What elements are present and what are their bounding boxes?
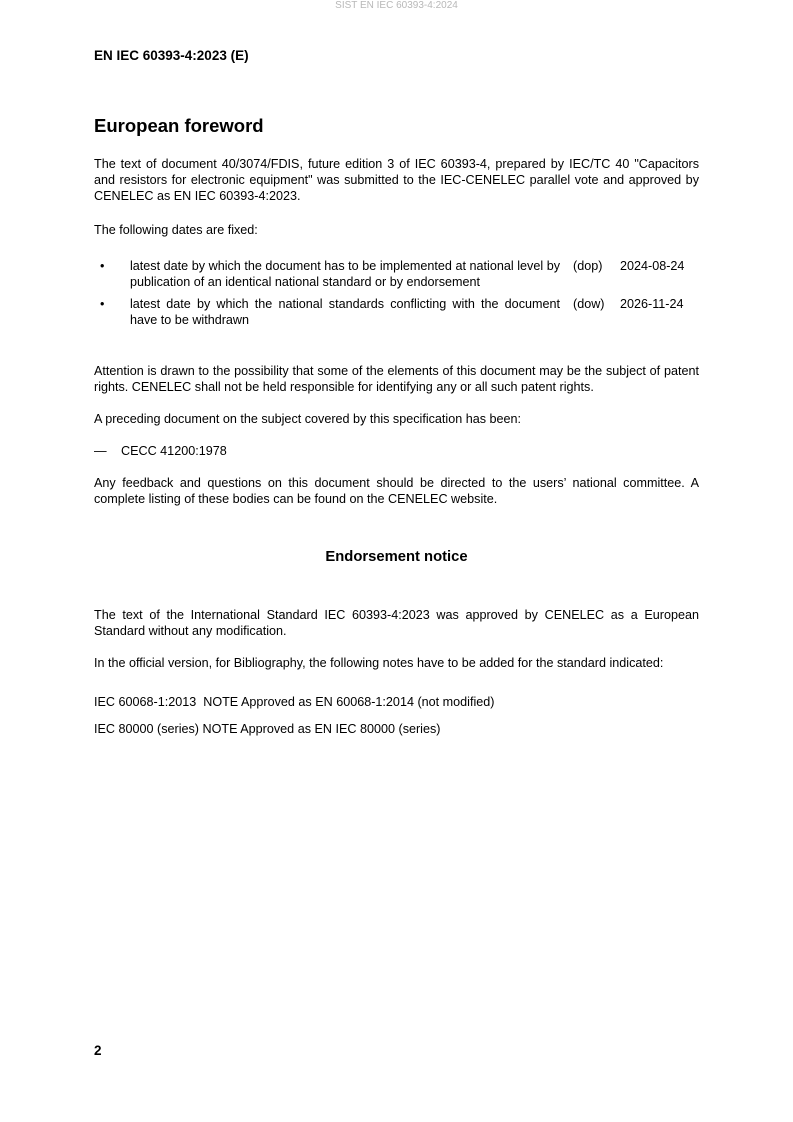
bullet-icon: • <box>100 297 105 311</box>
date-description: latest date by which the document has to be implemented at national level by publication of an identical national standard or by endorsement <box>130 259 560 289</box>
date-value: 2024-08-24 <box>620 259 685 273</box>
endorsement-title: Endorsement notice <box>325 549 468 565</box>
bullet-icon: • <box>100 259 105 273</box>
date-value: 2026-11-24 <box>620 297 684 311</box>
foreword-title: European foreword <box>94 115 264 136</box>
feedback-notice: Any feedback and questions on this document should be directed to the users’ national committee. A complete listing of these bodies can be found on the CENELEC website. <box>94 476 699 506</box>
date-code: (dow) <box>573 297 605 311</box>
date-code: (dop) <box>573 259 603 273</box>
dash-marker: — <box>94 444 107 458</box>
bibliography-intro: In the official version, for Bibliography, the following notes have to be added for the standard indicated: <box>94 656 664 670</box>
document-identifier: EN IEC 60393-4:2023 (E) <box>94 48 249 63</box>
watermark: SIST EN IEC 60393-4:2024 <box>335 0 458 11</box>
foreword-intro: The text of document 40/3074/FDIS, future edition 3 of IEC 60393-4, prepared by IEC/TC 40 "Capacitors and resistors for electronic equipment" was submitted to the IEC-CENELEC parallel vote and approved by CENELEC as EN IEC 60393-4:2023. <box>94 157 699 203</box>
date-description: latest date by which the national standards conflicting with the document have to be withdrawn <box>130 297 560 327</box>
dates-intro: The following dates are fixed: <box>94 223 258 237</box>
page-number: 2 <box>94 1043 102 1058</box>
bibliography-note: IEC 80000 (series) NOTE Approved as EN IEC 80000 (series) <box>94 722 441 736</box>
patent-notice: Attention is drawn to the possibility that some of the elements of this document may be the subject of patent rights. CENELEC shall not be held responsible for identifying any or all such patent rights. <box>94 364 699 394</box>
preceding-document: CECC 41200:1978 <box>121 444 227 458</box>
preceding-intro: A preceding document on the subject covered by this specification has been: <box>94 412 522 426</box>
endorsement-text: The text of the International Standard IEC 60393-4:2023 was approved by CENELEC as a European Standard without any modification. <box>94 608 699 638</box>
bibliography-note: IEC 60068-1:2013 NOTE Approved as EN 60068-1:2014 (not modified) <box>94 695 495 709</box>
